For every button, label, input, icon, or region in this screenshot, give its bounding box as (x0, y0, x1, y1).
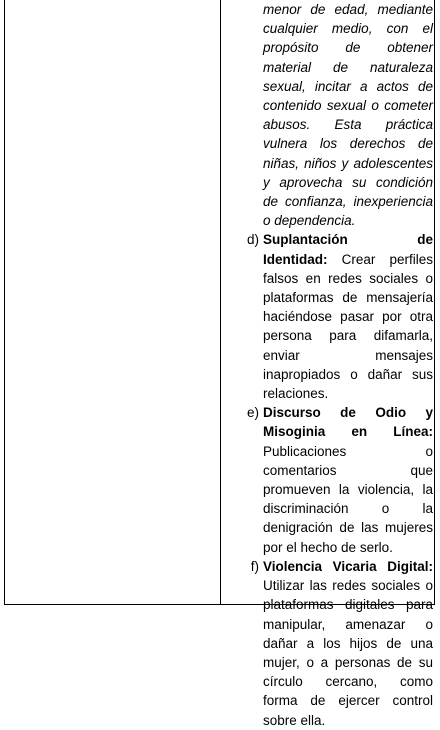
document-table (4, 0, 435, 728)
column-divider (220, 0, 221, 604)
list-marker: f) (250, 558, 259, 574)
right-cell (226, 0, 435, 728)
list-item-d (226, 230, 433, 403)
item-text: Utilizar las redes sociales o plataformas digitales para manipular, amenazar o dañar a los hijos de una mujer, o a personas de su círculo cercano, como forma de ejercer control sobre ella. (263, 578, 433, 728)
item-title: Suplantación de Identidad: (263, 232, 433, 267)
item-text: Publicaciones o comentarios que promueven la violencia, la discriminación o la denigración de las mujeres por el hecho de serlo. (263, 443, 433, 555)
item-text: Crear perfiles falsos en redes sociales o plataformas de mensajería haciéndose pasar por otra persona para difamarla, enviar mensajes inapropiados o dañar sus relaciones. (263, 251, 433, 402)
item-title: Discurso de Odio y Misoginia en Línea: (263, 405, 433, 440)
list-item-e (226, 403, 433, 557)
list-item-f (226, 557, 433, 730)
continued-paragraph: menor de edad, mediante cualquier medio, con el propósito de obtener material de naturaleza sexual, incitar a actos de contenido sexual o cometer abusos. Esta práctica vulnera los derechos de niñas, niños y adolescentes y aprovecha su condición de confianza, inexperiencia o dependencia. (263, 2, 433, 229)
list-marker: e) (246, 405, 259, 421)
item-title: Violencia Vicaria Digital: (263, 558, 433, 574)
list-marker: d) (246, 232, 259, 248)
